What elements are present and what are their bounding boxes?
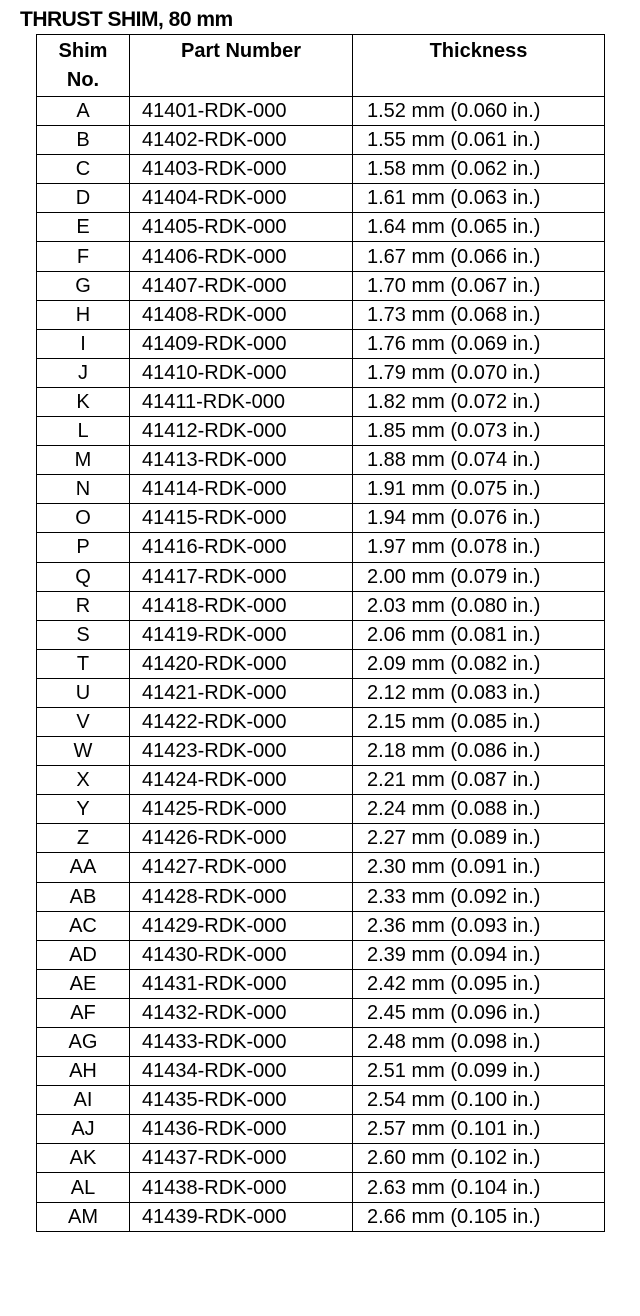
table-row xyxy=(37,766,605,795)
thickness-cell: 2.60 mm (0.102 in.) xyxy=(353,1144,605,1173)
part-number-cell: 41429-RDK-000 xyxy=(130,911,353,940)
part-number-cell: 41425-RDK-000 xyxy=(130,795,353,824)
part-number-cell: 41424-RDK-000 xyxy=(130,766,353,795)
shim-no-cell: H xyxy=(37,300,130,329)
thickness-cell: 1.67 mm (0.066 in.) xyxy=(353,242,605,271)
shim-no-cell: K xyxy=(37,387,130,416)
shim-no-cell: B xyxy=(37,126,130,155)
thickness-cell: 1.64 mm (0.065 in.) xyxy=(353,213,605,242)
part-number-cell: 41427-RDK-000 xyxy=(130,853,353,882)
thickness-cell: 1.52 mm (0.060 in.) xyxy=(353,97,605,126)
part-number-cell: 41418-RDK-000 xyxy=(130,591,353,620)
part-number-cell: 41423-RDK-000 xyxy=(130,737,353,766)
table-row xyxy=(37,882,605,911)
shim-no-cell: AB xyxy=(37,882,130,911)
part-number-cell: 41417-RDK-000 xyxy=(130,562,353,591)
part-number-cell: 41433-RDK-000 xyxy=(130,1028,353,1057)
shim-no-cell: C xyxy=(37,155,130,184)
thickness-cell: 2.15 mm (0.085 in.) xyxy=(353,707,605,736)
thrust-shim-table xyxy=(36,34,605,1232)
table-title: THRUST SHIM, 80 mm xyxy=(20,8,233,31)
shim-no-cell: N xyxy=(37,475,130,504)
shim-no-cell: P xyxy=(37,533,130,562)
part-number-cell: 41409-RDK-000 xyxy=(130,329,353,358)
part-number-cell: 41414-RDK-000 xyxy=(130,475,353,504)
table-row xyxy=(37,446,605,475)
thickness-cell: 2.09 mm (0.082 in.) xyxy=(353,649,605,678)
part-number-cell: 41421-RDK-000 xyxy=(130,678,353,707)
part-number-cell: 41419-RDK-000 xyxy=(130,620,353,649)
table-row xyxy=(37,271,605,300)
shim-no-cell: Z xyxy=(37,824,130,853)
shim-no-cell: AG xyxy=(37,1028,130,1057)
table-row xyxy=(37,591,605,620)
shim-no-cell: R xyxy=(37,591,130,620)
thickness-cell: 1.88 mm (0.074 in.) xyxy=(353,446,605,475)
part-number-cell: 41437-RDK-000 xyxy=(130,1144,353,1173)
shim-no-cell: T xyxy=(37,649,130,678)
header-shim-line1: Shim xyxy=(58,40,108,62)
thickness-cell: 2.39 mm (0.094 in.) xyxy=(353,940,605,969)
table-row xyxy=(37,737,605,766)
shim-no-cell: AK xyxy=(37,1144,130,1173)
thickness-cell: 1.73 mm (0.068 in.) xyxy=(353,300,605,329)
header-thickness: Thickness xyxy=(353,35,605,97)
part-number-cell: 41420-RDK-000 xyxy=(130,649,353,678)
shim-no-cell: J xyxy=(37,358,130,387)
part-number-cell: 41416-RDK-000 xyxy=(130,533,353,562)
table-row xyxy=(37,213,605,242)
header-shim-no xyxy=(37,35,130,97)
shim-no-cell: L xyxy=(37,417,130,446)
thickness-cell: 1.97 mm (0.078 in.) xyxy=(353,533,605,562)
table-row xyxy=(37,911,605,940)
shim-no-cell: AI xyxy=(37,1086,130,1115)
part-number-cell: 41436-RDK-000 xyxy=(130,1115,353,1144)
part-number-cell: 41405-RDK-000 xyxy=(130,213,353,242)
table-row xyxy=(37,562,605,591)
table-row xyxy=(37,1086,605,1115)
thickness-cell: 1.85 mm (0.073 in.) xyxy=(353,417,605,446)
table-row xyxy=(37,707,605,736)
table-row xyxy=(37,97,605,126)
table-row xyxy=(37,649,605,678)
part-number-cell: 41438-RDK-000 xyxy=(130,1173,353,1202)
shim-no-cell: A xyxy=(37,97,130,126)
table-row xyxy=(37,533,605,562)
shim-no-cell: AE xyxy=(37,969,130,998)
thickness-cell: 2.00 mm (0.079 in.) xyxy=(353,562,605,591)
table-row xyxy=(37,824,605,853)
table-row xyxy=(37,1144,605,1173)
part-number-cell: 41439-RDK-000 xyxy=(130,1202,353,1231)
shim-no-cell: AL xyxy=(37,1173,130,1202)
part-number-cell: 41410-RDK-000 xyxy=(130,358,353,387)
shim-no-cell: G xyxy=(37,271,130,300)
shim-no-cell: AJ xyxy=(37,1115,130,1144)
thickness-cell: 2.33 mm (0.092 in.) xyxy=(353,882,605,911)
thickness-cell: 1.55 mm (0.061 in.) xyxy=(353,126,605,155)
part-number-cell: 41406-RDK-000 xyxy=(130,242,353,271)
part-number-cell: 41428-RDK-000 xyxy=(130,882,353,911)
table-row xyxy=(37,998,605,1027)
shim-no-cell: F xyxy=(37,242,130,271)
shim-no-cell: I xyxy=(37,329,130,358)
shim-no-cell: AC xyxy=(37,911,130,940)
thickness-cell: 2.21 mm (0.087 in.) xyxy=(353,766,605,795)
table-row xyxy=(37,853,605,882)
table-row xyxy=(37,242,605,271)
table-row xyxy=(37,329,605,358)
table-row xyxy=(37,387,605,416)
part-number-cell: 41408-RDK-000 xyxy=(130,300,353,329)
thickness-cell: 2.54 mm (0.100 in.) xyxy=(353,1086,605,1115)
part-number-cell: 41426-RDK-000 xyxy=(130,824,353,853)
thickness-cell: 2.57 mm (0.101 in.) xyxy=(353,1115,605,1144)
shim-no-cell: AM xyxy=(37,1202,130,1231)
table-row xyxy=(37,504,605,533)
shim-no-cell: X xyxy=(37,766,130,795)
table-row xyxy=(37,1115,605,1144)
table-row xyxy=(37,155,605,184)
thickness-cell: 2.18 mm (0.086 in.) xyxy=(353,737,605,766)
shim-no-cell: M xyxy=(37,446,130,475)
table-row xyxy=(37,795,605,824)
part-number-cell: 41404-RDK-000 xyxy=(130,184,353,213)
shim-no-cell: AF xyxy=(37,998,130,1027)
thickness-cell: 1.58 mm (0.062 in.) xyxy=(353,155,605,184)
part-number-cell: 41415-RDK-000 xyxy=(130,504,353,533)
shim-no-cell: S xyxy=(37,620,130,649)
thickness-cell: 2.63 mm (0.104 in.) xyxy=(353,1173,605,1202)
shim-no-cell: O xyxy=(37,504,130,533)
header-row xyxy=(37,35,605,97)
thickness-cell: 1.82 mm (0.072 in.) xyxy=(353,387,605,416)
thickness-cell: 2.30 mm (0.091 in.) xyxy=(353,853,605,882)
shim-no-cell: E xyxy=(37,213,130,242)
thickness-cell: 2.51 mm (0.099 in.) xyxy=(353,1057,605,1086)
thickness-cell: 2.27 mm (0.089 in.) xyxy=(353,824,605,853)
table-row xyxy=(37,969,605,998)
thickness-cell: 2.45 mm (0.096 in.) xyxy=(353,998,605,1027)
table-row xyxy=(37,184,605,213)
thickness-cell: 1.61 mm (0.063 in.) xyxy=(353,184,605,213)
shim-no-cell: AH xyxy=(37,1057,130,1086)
part-number-cell: 41435-RDK-000 xyxy=(130,1086,353,1115)
part-number-cell: 41403-RDK-000 xyxy=(130,155,353,184)
table-row xyxy=(37,940,605,969)
shim-no-cell: V xyxy=(37,707,130,736)
part-number-cell: 41413-RDK-000 xyxy=(130,446,353,475)
thickness-cell: 2.12 mm (0.083 in.) xyxy=(353,678,605,707)
part-number-cell: 41407-RDK-000 xyxy=(130,271,353,300)
thickness-cell: 2.03 mm (0.080 in.) xyxy=(353,591,605,620)
thickness-cell: 2.48 mm (0.098 in.) xyxy=(353,1028,605,1057)
header-shim-line2: No. xyxy=(66,69,100,91)
table-row xyxy=(37,1202,605,1231)
thickness-cell: 2.06 mm (0.081 in.) xyxy=(353,620,605,649)
part-number-cell: 41401-RDK-000 xyxy=(130,97,353,126)
shim-no-cell: AD xyxy=(37,940,130,969)
part-number-cell: 41434-RDK-000 xyxy=(130,1057,353,1086)
thickness-cell: 1.79 mm (0.070 in.) xyxy=(353,358,605,387)
part-number-cell: 41412-RDK-000 xyxy=(130,417,353,446)
shim-no-cell: Y xyxy=(37,795,130,824)
table-row xyxy=(37,1057,605,1086)
table-row xyxy=(37,1028,605,1057)
thickness-cell: 2.24 mm (0.088 in.) xyxy=(353,795,605,824)
table-row xyxy=(37,475,605,504)
thickness-cell: 2.66 mm (0.105 in.) xyxy=(353,1202,605,1231)
shim-no-cell: Q xyxy=(37,562,130,591)
shim-no-cell: U xyxy=(37,678,130,707)
shim-no-cell: AA xyxy=(37,853,130,882)
part-number-cell: 41432-RDK-000 xyxy=(130,998,353,1027)
part-number-cell: 41431-RDK-000 xyxy=(130,969,353,998)
thickness-cell: 1.94 mm (0.076 in.) xyxy=(353,504,605,533)
shim-no-cell: D xyxy=(37,184,130,213)
part-number-cell: 41430-RDK-000 xyxy=(130,940,353,969)
thickness-cell: 2.42 mm (0.095 in.) xyxy=(353,969,605,998)
part-number-cell: 41422-RDK-000 xyxy=(130,707,353,736)
header-part-number: Part Number xyxy=(130,35,353,97)
thickness-cell: 1.76 mm (0.069 in.) xyxy=(353,329,605,358)
table-row xyxy=(37,678,605,707)
thickness-cell: 1.70 mm (0.067 in.) xyxy=(353,271,605,300)
part-number-cell: 41402-RDK-000 xyxy=(130,126,353,155)
table-row xyxy=(37,417,605,446)
table-row xyxy=(37,1173,605,1202)
part-number-cell: 41411-RDK-000 xyxy=(130,387,353,416)
shim-no-cell: W xyxy=(37,737,130,766)
thickness-cell: 2.36 mm (0.093 in.) xyxy=(353,911,605,940)
table-row xyxy=(37,300,605,329)
table-row xyxy=(37,620,605,649)
table-row xyxy=(37,358,605,387)
thickness-cell: 1.91 mm (0.075 in.) xyxy=(353,475,605,504)
table-row xyxy=(37,126,605,155)
table-body xyxy=(37,97,605,1232)
